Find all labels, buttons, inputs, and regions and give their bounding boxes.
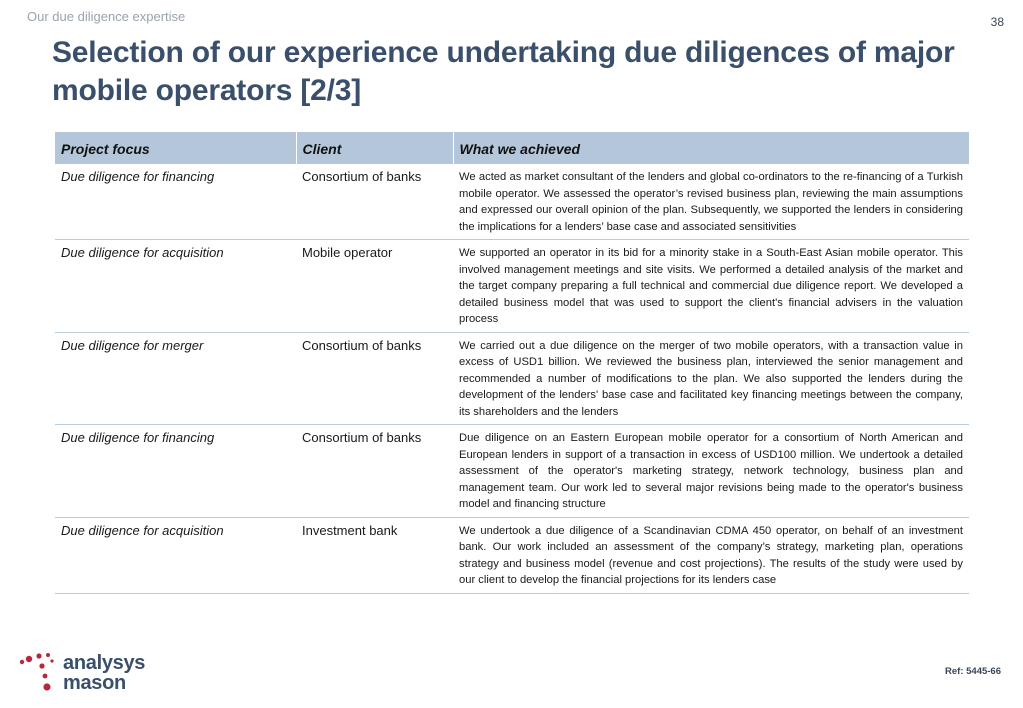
logo-dot-icon: [50, 659, 53, 662]
client-cell: Consortium of banks: [296, 332, 453, 425]
project-focus-cell: Due diligence for acquisition: [55, 517, 296, 593]
client-cell: Investment bank: [296, 517, 453, 593]
column-header-client: Client: [296, 132, 453, 164]
logo-dot-icon: [43, 683, 50, 690]
project-focus-cell: Due diligence for financing: [55, 425, 296, 518]
achievement-cell: Due diligence on an Eastern European mobile operator for a consortium of North American and European lenders in support of a transaction in excess of USD100 million. We undertook a detailed assessment of the operator's marketing strategy, network technology, business plan and management team. Our work led to several major revisions being made to the operator's business model and financing structure: [453, 425, 969, 518]
achievement-cell: We supported an operator in its bid for a minority stake in a South-East Asian mobile operator. This involved management meetings and site visits. We performed a detailed analysis of the market and the target company preparing a full technical and commercial due diligence report. We developed a detailed business model that was used to support the client's financial advisers in the valuation process: [453, 240, 969, 333]
company-logo-dots: [14, 651, 62, 697]
company-logo-wordmark: [63, 653, 145, 693]
experience-table: [55, 132, 970, 594]
column-header-project-focus: Project focus: [55, 132, 296, 164]
client-cell: Mobile operator: [296, 240, 453, 333]
achievement-cell: We undertook a due diligence of a Scandinavian CDMA 450 operator, on behalf of an investment bank. Our work included an assessment of the company’s strategy, marketing plan, operations strategy and business model (revenue and cost projections). The results of the study were used by our client to develop the financial projections for its lenders case: [453, 517, 969, 593]
page-number: 38: [990, 15, 1004, 29]
client-cell: Consortium of banks: [296, 164, 453, 240]
client-cell: Consortium of banks: [296, 425, 453, 518]
logo-dot-icon: [39, 663, 44, 668]
project-focus-cell: Due diligence for financing: [55, 164, 296, 240]
achievement-cell: We carried out a due diligence on the merger of two mobile operators, with a transaction value in excess of USD1 billion. We reviewed the business plan, interviewed the senior management and recommended a number of modifications to the plan. We also supported the lenders during the development of the lenders' base case and facilitated key financing meetings between the company, its shareholders and the lenders: [453, 332, 969, 425]
page-title: Selection of our experience undertaking due diligences of major mobile operators [2/3]: [52, 36, 955, 107]
table-row: [55, 517, 969, 593]
project-focus-cell: Due diligence for acquisition: [55, 240, 296, 333]
logo-dot-icon: [46, 653, 50, 657]
table-row: [55, 240, 969, 333]
achievement-cell: We acted as market consultant of the lenders and global co-ordinators to the re-financing of a Turkish mobile operator. We assessed the operator’s revised business plan, reviewing the main assumptions and expressed our overall opinion of the plan. Subsequently, we supported the lenders in considering the implications for a lenders’ base case and associated sensitivities: [453, 164, 969, 240]
section-label: Our due diligence expertise: [27, 9, 186, 24]
logo-dot-icon: [26, 656, 32, 662]
column-header-what-we-achieved: What we achieved: [453, 132, 969, 164]
table-row: [55, 332, 969, 425]
logo-dot-icon: [43, 674, 48, 679]
reference-number: Ref: 5445-66: [945, 666, 1001, 677]
logo-line-2: mason: [63, 672, 126, 694]
table-row: [55, 164, 969, 240]
logo-dot-icon: [36, 653, 41, 658]
table-row: [55, 425, 969, 518]
logo-line-1: analysys: [63, 652, 146, 674]
project-focus-cell: Due diligence for merger: [55, 332, 296, 425]
logo-dot-icon: [20, 660, 24, 664]
table-header-row: [55, 132, 969, 164]
